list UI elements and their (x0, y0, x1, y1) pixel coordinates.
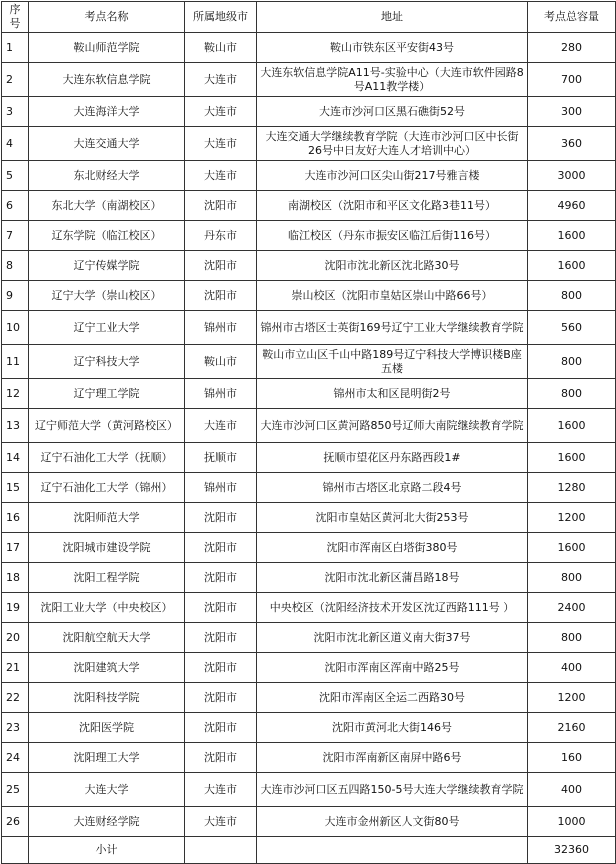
cell-address: 沈阳市沈北新区道义南大街37号 (257, 623, 528, 653)
cell-site-name: 东北财经大学 (29, 161, 185, 191)
cell-address: 大连市沙河口区黑石礁街52号 (257, 97, 528, 127)
cell-site-name: 沈阳建筑大学 (29, 653, 185, 683)
cell-index: 26 (2, 807, 29, 837)
cell-index: 8 (2, 251, 29, 281)
table-row (2, 807, 616, 837)
table-row (2, 623, 616, 653)
cell-site-name: 沈阳城市建设学院 (29, 533, 185, 563)
cell-address: 大连交通大学继续教育学院（大连市沙河口区中长街26号中日友好大连人才培训中心） (257, 127, 528, 161)
cell-capacity: 4960 (528, 191, 616, 221)
cell-address: 大连市沙河口区尖山街217号雅言楼 (257, 161, 528, 191)
cell-address: 沈阳市浑南区全运二西路30号 (257, 683, 528, 713)
cell-city: 大连市 (185, 409, 257, 443)
table-row (2, 533, 616, 563)
cell-total-index (2, 837, 29, 864)
cell-site-name: 沈阳工业大学（中央校区） (29, 593, 185, 623)
cell-capacity: 2400 (528, 593, 616, 623)
cell-city: 沈阳市 (185, 251, 257, 281)
cell-capacity: 700 (528, 63, 616, 97)
cell-index: 17 (2, 533, 29, 563)
table-header-row (2, 2, 616, 33)
table-row (2, 251, 616, 281)
cell-total-capacity: 32360 (528, 837, 616, 864)
cell-address: 大连市沙河口区五四路150-5号大连大学继续教育学院 (257, 773, 528, 807)
cell-site-name: 大连交通大学 (29, 127, 185, 161)
cell-capacity: 280 (528, 33, 616, 63)
cell-address: 锦州市古塔区北京路二段4号 (257, 473, 528, 503)
cell-index: 25 (2, 773, 29, 807)
header-city: 所属地级市 (185, 2, 257, 33)
table-row (2, 593, 616, 623)
cell-index: 9 (2, 281, 29, 311)
cell-site-name: 辽宁师范大学（黄河路校区） (29, 409, 185, 443)
cell-total-address (257, 837, 528, 864)
table-row (2, 473, 616, 503)
cell-site-name: 沈阳理工大学 (29, 743, 185, 773)
cell-site-name: 辽宁石油化工大学（锦州） (29, 473, 185, 503)
cell-site-name: 辽宁大学（崇山校区） (29, 281, 185, 311)
cell-capacity: 1600 (528, 221, 616, 251)
cell-city: 大连市 (185, 773, 257, 807)
cell-address: 沈阳市浑南区白塔街380号 (257, 533, 528, 563)
cell-index: 20 (2, 623, 29, 653)
cell-address: 临江校区（丹东市振安区临江后街116号） (257, 221, 528, 251)
header-capacity: 考点总容量 (528, 2, 616, 33)
cell-address: 沈阳市浑南区浑南中路25号 (257, 653, 528, 683)
cell-city: 大连市 (185, 63, 257, 97)
table-row (2, 33, 616, 63)
table-row (2, 191, 616, 221)
cell-city: 沈阳市 (185, 743, 257, 773)
cell-capacity: 1200 (528, 503, 616, 533)
cell-index: 23 (2, 713, 29, 743)
cell-site-name: 辽宁工业大学 (29, 311, 185, 345)
table-row (2, 773, 616, 807)
header-address: 地址 (257, 2, 528, 33)
cell-capacity: 1600 (528, 533, 616, 563)
cell-city: 鞍山市 (185, 33, 257, 63)
cell-city: 沈阳市 (185, 533, 257, 563)
table-row (2, 161, 616, 191)
cell-capacity: 400 (528, 773, 616, 807)
cell-address: 中央校区（沈阳经济技术开发区沈辽西路111号 ） (257, 593, 528, 623)
cell-capacity: 800 (528, 281, 616, 311)
cell-index: 12 (2, 379, 29, 409)
cell-site-name: 辽宁石油化工大学（抚顺） (29, 443, 185, 473)
cell-capacity: 300 (528, 97, 616, 127)
table-body (2, 33, 616, 864)
cell-address: 锦州市太和区昆明街2号 (257, 379, 528, 409)
cell-site-name: 沈阳工程学院 (29, 563, 185, 593)
cell-city: 鞍山市 (185, 345, 257, 379)
cell-capacity: 360 (528, 127, 616, 161)
cell-index: 13 (2, 409, 29, 443)
cell-capacity: 1280 (528, 473, 616, 503)
cell-capacity: 1000 (528, 807, 616, 837)
cell-total-city (185, 837, 257, 864)
header-site-name: 考点名称 (29, 2, 185, 33)
cell-site-name: 大连财经学院 (29, 807, 185, 837)
cell-capacity: 800 (528, 623, 616, 653)
cell-site-name: 辽宁传媒学院 (29, 251, 185, 281)
table-row (2, 97, 616, 127)
cell-site-name: 大连东软信息学院 (29, 63, 185, 97)
cell-site-name: 东北大学（南湖校区） (29, 191, 185, 221)
cell-index: 21 (2, 653, 29, 683)
cell-address: 崇山校区（沈阳市皇姑区崇山中路66号） (257, 281, 528, 311)
table-row (2, 563, 616, 593)
cell-city: 大连市 (185, 807, 257, 837)
cell-site-name: 沈阳科技学院 (29, 683, 185, 713)
cell-site-name: 大连大学 (29, 773, 185, 807)
cell-index: 15 (2, 473, 29, 503)
cell-site-name: 鞍山师范学院 (29, 33, 185, 63)
cell-city: 大连市 (185, 97, 257, 127)
cell-site-name: 大连海洋大学 (29, 97, 185, 127)
cell-address: 沈阳市沈北新区沈北路30号 (257, 251, 528, 281)
table-row (2, 409, 616, 443)
cell-address: 沈阳市黄河北大街146号 (257, 713, 528, 743)
cell-city: 锦州市 (185, 311, 257, 345)
cell-index: 19 (2, 593, 29, 623)
cell-address: 鞍山市立山区千山中路189号辽宁科技大学博识楼B座五楼 (257, 345, 528, 379)
cell-index: 16 (2, 503, 29, 533)
cell-total-label: 小计 (29, 837, 185, 864)
cell-capacity: 3000 (528, 161, 616, 191)
cell-site-name: 辽宁理工学院 (29, 379, 185, 409)
cell-index: 4 (2, 127, 29, 161)
cell-city: 沈阳市 (185, 563, 257, 593)
table-row (2, 713, 616, 743)
table-row (2, 503, 616, 533)
cell-city: 沈阳市 (185, 713, 257, 743)
table-total-row (2, 837, 616, 864)
cell-capacity: 1600 (528, 409, 616, 443)
exam-site-table (1, 1, 616, 864)
cell-capacity: 1600 (528, 251, 616, 281)
table-row (2, 281, 616, 311)
cell-index: 24 (2, 743, 29, 773)
cell-city: 大连市 (185, 127, 257, 161)
cell-city: 大连市 (185, 161, 257, 191)
cell-capacity: 800 (528, 563, 616, 593)
cell-city: 沈阳市 (185, 281, 257, 311)
cell-capacity: 160 (528, 743, 616, 773)
cell-address: 沈阳市沈北新区蒲昌路18号 (257, 563, 528, 593)
cell-index: 22 (2, 683, 29, 713)
cell-index: 6 (2, 191, 29, 221)
cell-address: 鞍山市铁东区平安街43号 (257, 33, 528, 63)
cell-city: 沈阳市 (185, 623, 257, 653)
cell-index: 3 (2, 97, 29, 127)
table-row (2, 653, 616, 683)
cell-site-name: 沈阳航空航天大学 (29, 623, 185, 653)
cell-capacity: 800 (528, 379, 616, 409)
cell-address: 大连东软信息学院A11号-实验中心（大连市软件园路8号A11教学楼） (257, 63, 528, 97)
header-index: 序号 (2, 2, 29, 33)
cell-site-name: 辽宁科技大学 (29, 345, 185, 379)
cell-address: 大连市沙河口区黄河路850号辽师大南院继续教育学院 (257, 409, 528, 443)
cell-index: 14 (2, 443, 29, 473)
cell-index: 18 (2, 563, 29, 593)
cell-index: 5 (2, 161, 29, 191)
cell-city: 沈阳市 (185, 683, 257, 713)
cell-site-name: 沈阳医学院 (29, 713, 185, 743)
cell-address: 抚顺市望花区丹东路西段1# (257, 443, 528, 473)
table-row (2, 311, 616, 345)
cell-index: 2 (2, 63, 29, 97)
table-row (2, 345, 616, 379)
cell-site-name: 辽东学院（临江校区） (29, 221, 185, 251)
cell-index: 10 (2, 311, 29, 345)
cell-capacity: 560 (528, 311, 616, 345)
table-row (2, 743, 616, 773)
cell-city: 丹东市 (185, 221, 257, 251)
cell-capacity: 800 (528, 345, 616, 379)
cell-capacity: 2160 (528, 713, 616, 743)
table-row (2, 683, 616, 713)
cell-capacity: 1200 (528, 683, 616, 713)
cell-city: 抚顺市 (185, 443, 257, 473)
table-row (2, 221, 616, 251)
cell-capacity: 1600 (528, 443, 616, 473)
cell-index: 11 (2, 345, 29, 379)
table-row (2, 379, 616, 409)
cell-address: 锦州市古塔区士英街169号辽宁工业大学继续教育学院 (257, 311, 528, 345)
cell-address: 沈阳市浑南新区南屏中路6号 (257, 743, 528, 773)
cell-city: 沈阳市 (185, 593, 257, 623)
cell-city: 沈阳市 (185, 653, 257, 683)
table-row (2, 127, 616, 161)
cell-capacity: 400 (528, 653, 616, 683)
cell-city: 沈阳市 (185, 503, 257, 533)
cell-city: 沈阳市 (185, 191, 257, 221)
cell-address: 大连市金州新区人文街80号 (257, 807, 528, 837)
cell-address: 南湖校区（沈阳市和平区文化路3巷11号） (257, 191, 528, 221)
cell-city: 锦州市 (185, 379, 257, 409)
cell-city: 锦州市 (185, 473, 257, 503)
table-row (2, 443, 616, 473)
cell-index: 7 (2, 221, 29, 251)
table-row (2, 63, 616, 97)
cell-site-name: 沈阳师范大学 (29, 503, 185, 533)
cell-address: 沈阳市皇姑区黄河北大街253号 (257, 503, 528, 533)
cell-index: 1 (2, 33, 29, 63)
